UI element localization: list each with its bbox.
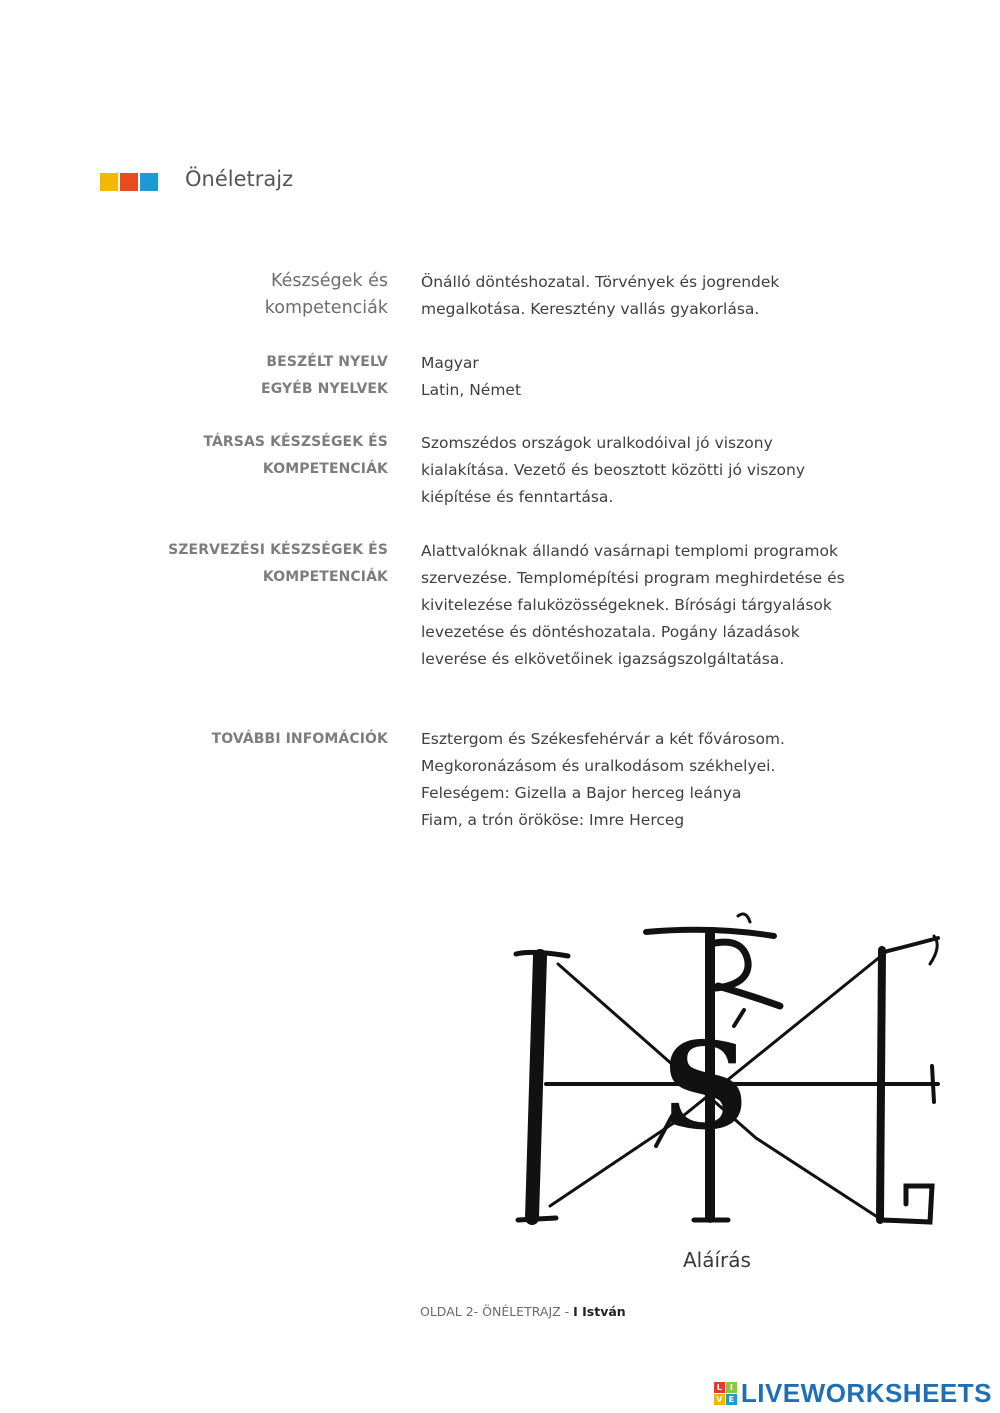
- skills-label-line: kompetenciák: [264, 298, 388, 318]
- additional-info-label: TOVÁBBI INFOMÁCIÓK: [211, 731, 388, 747]
- skills-label-line: Készségek és: [270, 271, 388, 291]
- other-languages-value: Latin, Német: [421, 381, 522, 399]
- social-line: kiépítése és fenntartása.: [421, 488, 614, 506]
- skills-label: [265, 268, 388, 322]
- yellow-square: [100, 173, 118, 191]
- monogram-signature: [512, 906, 948, 1236]
- monogram-stroke: [518, 1218, 556, 1220]
- social-line: kialakítása. Vezető és beosztott közötti jó viszony: [421, 461, 806, 479]
- skills-text: [421, 269, 861, 323]
- organizational-line: kivitelezése faluközösségeknek. Bírósági tárgyalások: [421, 596, 832, 614]
- organizational-label-line: KOMPETENCIÁK: [262, 569, 388, 585]
- monogram-stroke: [532, 956, 540, 1218]
- monogram-stroke: [880, 950, 882, 1220]
- color-squares-logo: [100, 173, 158, 191]
- red-square: [120, 173, 138, 191]
- logo-letter: L: [714, 1382, 725, 1393]
- organizational-line: szervezése. Templomépítési program meghirdetése és: [421, 569, 845, 587]
- organizational-line: leverése és elkövetőinek igazságszolgáltatása.: [421, 650, 785, 668]
- social-line: Szomszédos országok uralkodóival jó viszony: [421, 434, 773, 452]
- monogram-stroke: [738, 914, 750, 922]
- additional-line: Feleségem: Gizella a Bajor herceg leánya: [421, 784, 742, 802]
- social-label-line: TÁRSAS KÉSZSÉGEK ÉS: [203, 434, 388, 450]
- organizational-skills-text: [421, 538, 861, 673]
- organizational-line: Alattvalóknak állandó vasárnapi templomi programok: [421, 542, 838, 560]
- blue-square: [140, 173, 158, 191]
- other-languages-label: EGYÉB NYELVEK: [261, 381, 388, 397]
- additional-line: Megkoronázásom és uralkodásom székhelyei.: [421, 757, 776, 775]
- organizational-label-line: SZERVEZÉSI KÉSZSÉGEK ÉS: [168, 542, 388, 558]
- footer-name: I István: [573, 1304, 626, 1319]
- liveworksheets-wordmark: LIVEWORKSHEETS: [740, 1378, 992, 1408]
- additional-line: Fiam, a trón örököse: Imre Herceg: [421, 811, 685, 829]
- page-footer: [420, 1304, 626, 1319]
- monogram-stroke: [710, 942, 748, 988]
- organizational-line: levezetése és döntéshozatala. Pogány lázadások: [421, 623, 800, 641]
- monogram-stroke: [718, 986, 780, 1006]
- monogram-stroke: [884, 938, 938, 952]
- logo-letter: I: [726, 1382, 737, 1393]
- signature-caption: Aláírás: [683, 1248, 751, 1272]
- logo-letter: V: [714, 1394, 725, 1405]
- additional-line: Esztergom és Székesfehérvár a két fővárosom.: [421, 730, 785, 748]
- monogram-s-glyph: S: [662, 1016, 749, 1157]
- spoken-language-label: BESZÉLT NYELV: [266, 354, 388, 370]
- liveworksheets-logo[interactable]: [714, 1378, 992, 1409]
- monogram-stroke: [882, 1186, 932, 1222]
- page-title: Önéletrajz: [185, 167, 294, 191]
- footer-prefix: OLDAL 2- ÖNÉLETRAJZ -: [420, 1304, 574, 1319]
- social-skills-label: [203, 429, 388, 483]
- skills-line: Önálló döntéshozatal. Törvények és jogrendek: [421, 273, 780, 291]
- spoken-language-value: Magyar: [421, 354, 479, 372]
- organizational-skills-label: [168, 537, 388, 591]
- skills-line: megalkotása. Keresztény vallás gyakorlása.: [421, 300, 760, 318]
- additional-info-text: [421, 726, 861, 834]
- social-skills-text: [421, 430, 861, 511]
- monogram-stroke: [932, 1066, 934, 1102]
- logo-letter: E: [726, 1394, 737, 1405]
- social-label-line: KOMPETENCIÁK: [262, 461, 388, 477]
- liveworksheets-icon: [714, 1382, 737, 1405]
